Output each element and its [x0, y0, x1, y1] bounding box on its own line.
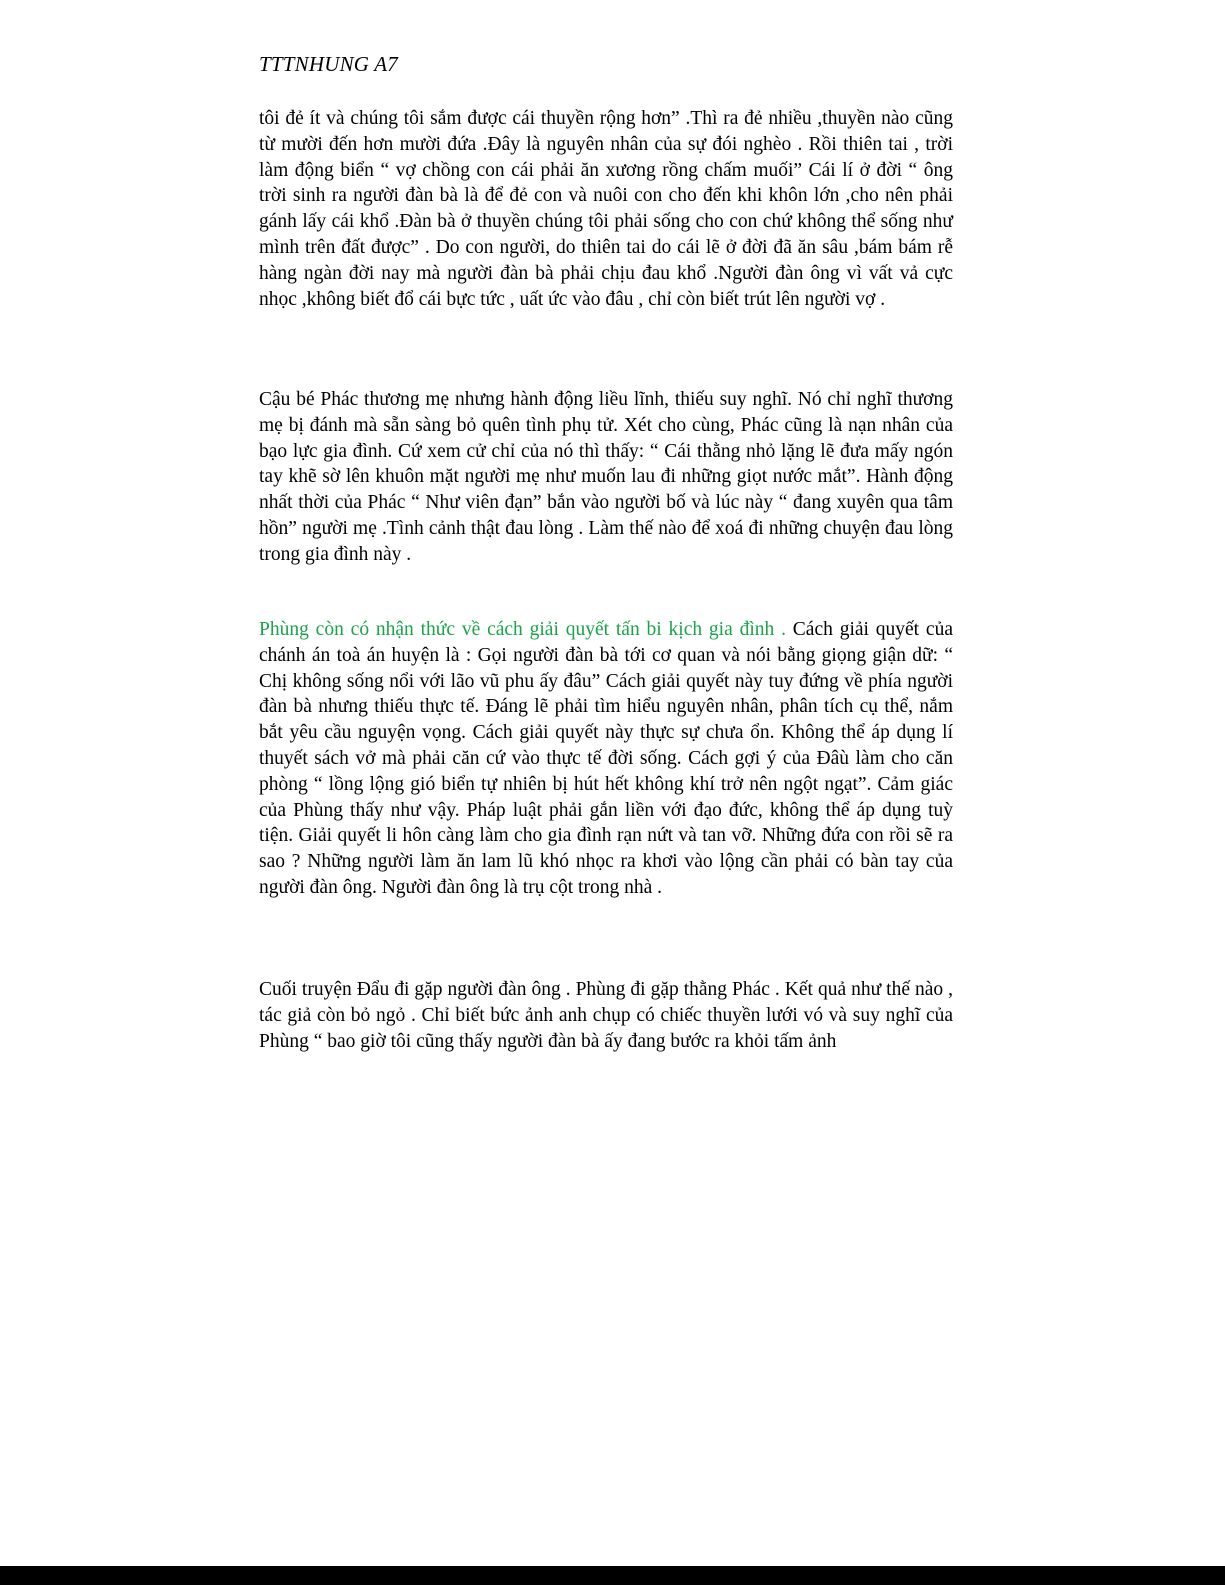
- paragraph-4: [259, 977, 953, 1054]
- paragraph-1: [259, 106, 953, 312]
- paragraph-3-text: Cách giải quyết của chánh án toà án huyện là : Gọi người đàn bà tới cơ quan và nói bằng giọng giận dữ: “ Chị không sống nổi với lão vũ phu ấy đâu” Cách giải quyết này tuy đứng về phía người đàn bà nhưng thiếu thực tế. Đáng lẽ phải tìm hiểu nguyên nhân, phân tích cụ thể, nắm bắt yêu cầu nguyện vọng. Cách giải quyết này thực sự chưa ổn. Không thể áp dụng lí thuyết sách vở mà phải căn cứ vào thực tế đời sống. Cách gợi ý của Đâù làm cho căn phòng “ lồng lộng gió biển tự nhiên bị hút hết không khí trở nên ngột ngạt”. Cảm giác của Phùng thấy như vậy. Pháp luật phải gắn liền với đạo đức, không thể áp dụng tuỳ tiện. Giải quyết li hôn càng làm cho gia đình rạn nứt và tan vỡ. Những đứa con rồi sẽ ra sao ? Những người làm ăn lam lũ khó nhọc ra khơi vào lộng cần phải có bàn tay của người đàn ông. Người đàn ông là trụ cột trong nhà .: [259, 619, 953, 898]
- page-header: TTTNHUNG A7: [259, 52, 398, 76]
- paragraph-3: [259, 617, 953, 901]
- bottom-edge-bar: [0, 1566, 1225, 1585]
- paragraph-4-text: Cuối truyện Đẩu đi gặp người đàn ông . Phùng đi gặp thằng Phác . Kết quả như thế nào , tác giả còn bỏ ngỏ . Chỉ biết bức ảnh anh chụp có chiếc thuyền lưới vó và suy nghĩ của Phùng “ bao giờ tôi cũng thấy người đàn bà ấy đang bước ra khỏi tấm ảnh: [259, 979, 953, 1052]
- paragraph-1-text: tôi đẻ ít và chúng tôi sắm được cái thuyền rộng hơn” .Thì ra đẻ nhiều ,thuyền nào cũng từ mười đến hơn mười đứa .Đây là nguyên nhân của sự đói nghèo . Rồi thiên tai , trời làm động biển “ vợ chồng con cái phải ăn xương rồng chấm muối” Cái lí ở đời “ ông trời sinh ra người đàn bà là để đẻ con và nuôi con cho đến khi khôn lớn ,cho nên phải gánh lấy cái khổ .Đàn bà ở thuyền chúng tôi phải sống cho con chứ không thể sống như mình trên đất được” . Do con người, do thiên tai do cái lẽ ở đời đã ăn sâu ,bám bám rễ hàng ngàn đời nay mà người đàn bà phải chịu đau khổ .Người đàn ông vì vất vả cực nhọc ,không biết đổ cái bực tức , uất ức vào đâu , chỉ còn biết trút lên người vợ .: [259, 108, 953, 310]
- paragraph-3-highlight: Phùng còn có nhận thức về cách giải quyết tấn bi kịch gia đình .: [259, 619, 786, 640]
- paragraph-2: [259, 387, 953, 568]
- paragraph-2-text: Cậu bé Phác thương mẹ nhưng hành động liều lĩnh, thiếu suy nghĩ. Nó chỉ nghĩ thương mẹ bị đánh mà sẵn sàng bỏ quên tình phụ tử. Xét cho cùng, Phác cũng là nạn nhân của bạo lực gia đình. Cứ xem cử chỉ của nó thì thấy: “ Cái thằng nhỏ lặng lẽ đưa mấy ngón tay khẽ sờ lên khuôn mặt người mẹ như muốn lau đi những giọt nước mắt”. Hành động nhất thời của Phác “ Như viên đạn” bắn vào người bố và lúc này “ đang xuyên qua tâm hồn” người mẹ .Tình cảnh thật đau lòng . Làm thế nào để xoá đi những chuyện đau lòng trong gia đình này .: [259, 389, 953, 565]
